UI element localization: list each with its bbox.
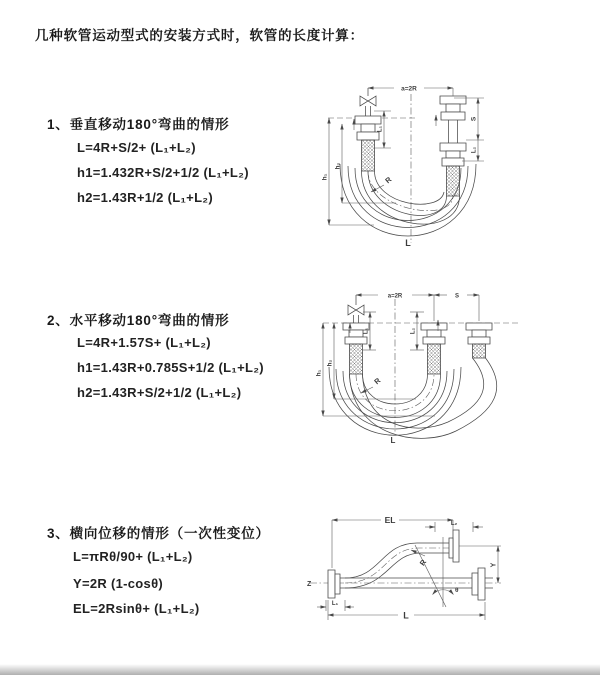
section-2-formula-h1: h1=1.43R+0.785S+1/2 (L₁+L₂)	[77, 360, 264, 375]
diagram-vertical-180-bend	[316, 80, 516, 256]
d2-dim-l2-label: L₂	[410, 327, 417, 335]
section-2-heading: 2、水平移动180°弯曲的情形	[47, 313, 230, 328]
section-2-formula-h2: h2=1.43R+S/2+1/2 (L₁+L₂)	[77, 385, 242, 400]
d1-dim-a2r-label: a=2R	[401, 85, 417, 93]
d1-radius-label: R	[383, 174, 394, 186]
d2-dim-l1-label: L₁	[363, 327, 370, 335]
section-3-heading: 3、横向位移的情形（一次性变位）	[47, 526, 270, 541]
d2-length-label: L	[390, 436, 396, 445]
section-1-formula-h1: h1=1.432R+S/2+1/2 (L₁+L₂)	[77, 165, 249, 180]
section-3-formula-L: L=πRθ/90+ (L₁+L₂)	[73, 549, 193, 564]
d1-dim-h1-label: h₁	[321, 173, 329, 181]
d3-dim-l1-label: L₁	[331, 601, 339, 607]
d3-dim-y-label: Y	[490, 562, 498, 568]
d1-dim-h2-label: h₂	[334, 162, 342, 170]
d1-left-braid	[362, 140, 375, 171]
d2-dim-h2-label: h₂	[326, 359, 334, 367]
d3-break-symbol: Z	[307, 581, 312, 588]
d2-dim-h1-label: h₁	[315, 369, 323, 377]
section-1-formula-h2: h2=1.43R+1/2 (L₁+L₂)	[77, 190, 214, 205]
d2-center-braid	[428, 344, 441, 374]
scan-edge-shadow	[0, 664, 600, 675]
d1-right-pipe-assembly	[440, 96, 466, 196]
d3-angle-label: θ	[455, 587, 459, 594]
d1-dim-s-label: S	[470, 116, 478, 122]
d2-radius-label: R	[372, 375, 383, 387]
d2-left-braid	[350, 344, 363, 374]
d1-valve-icon	[360, 88, 376, 106]
d2-valve-icon	[348, 295, 364, 323]
d2-dimensions	[316, 294, 480, 446]
d1-length-label: L	[405, 238, 411, 248]
d3-left-flange	[328, 570, 472, 598]
section-3-formula-Y: Y=2R (1-cosθ)	[73, 576, 164, 591]
diagram-lateral-displacement	[305, 512, 565, 637]
section-1-formula-L: L=4R+S/2+ (L₁+L₂)	[77, 140, 196, 155]
section-2-formula-L: L=4R+1.57S+ (L₁+L₂)	[77, 335, 211, 350]
d2-dim-s-label: S	[454, 293, 460, 300]
diagram-horizontal-180-bend	[316, 283, 528, 448]
d3-dim-l-label: L	[403, 610, 409, 621]
d2-right-braid	[473, 344, 486, 358]
d1-dim-l1-label: L₁	[377, 125, 384, 133]
d3-right-bottom-flange	[472, 568, 493, 600]
d3-radius-label: R	[417, 557, 429, 568]
d2-center-pipe-assembly	[421, 323, 447, 374]
page-title: 几种软管运动型式的安装方式时，软管的长度计算：	[35, 28, 364, 43]
d1-dim-l2-label: L₂	[471, 146, 478, 154]
section-1-heading: 1、垂直移动180°弯曲的情形	[47, 117, 230, 132]
d2-dim-a2r-label: a=2R	[387, 293, 403, 300]
section-3-formula-EL: EL=2Rsinθ+ (L₁+L₂)	[73, 601, 200, 616]
d3-dim-el-label: EL	[384, 515, 396, 525]
d2-right-pipe-assembly	[466, 323, 492, 358]
d3-upper-right-flange	[449, 530, 459, 562]
d3-dim-l2-label: L₂	[450, 521, 458, 527]
d1-right-braid	[447, 166, 460, 196]
d3-dimensions	[317, 515, 501, 621]
d1-left-pipe-assembly	[355, 106, 381, 171]
